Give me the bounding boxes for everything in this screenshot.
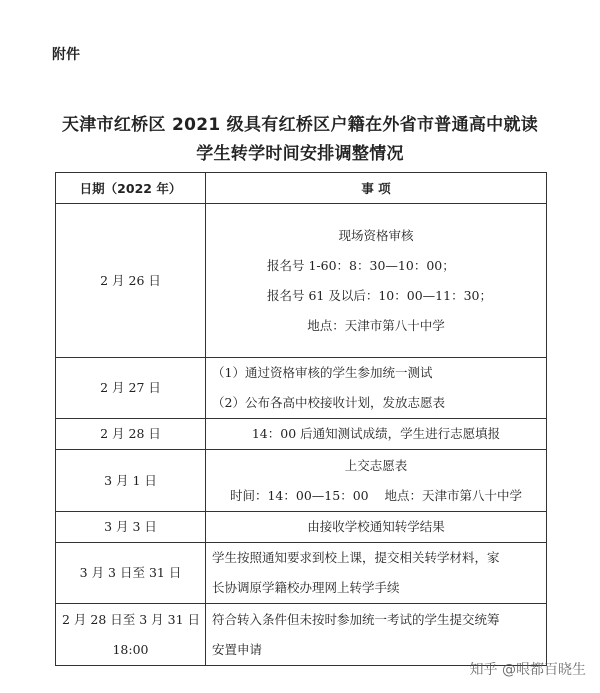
matter-line: （2）公布各高中校接收计划，发放志愿表: [212, 395, 445, 410]
date-time-text: 18:00: [112, 641, 149, 657]
matters-cell: [206, 450, 547, 512]
matter-line: 报名号 61 及以后：10：00—11：30；: [267, 287, 492, 303]
date-text: 2 月 28 日: [100, 426, 161, 441]
matter-line: （1）通过资格审核的学生参加统一测试: [212, 365, 433, 380]
zhihu-watermark: [470, 659, 586, 679]
table-row: [56, 358, 547, 419]
date-text: 3 月 1 日: [104, 472, 157, 488]
matter-line: 时间：14：00—15：00 地点：天津市第八十中学: [229, 487, 523, 503]
matter-line: 长协调原学籍校办理网上转学手续: [212, 580, 400, 595]
date-cell: [56, 512, 206, 543]
table-header-row: [56, 173, 547, 204]
date-cell: [56, 204, 206, 358]
matter-line: 现场资格审核: [338, 227, 414, 243]
matters-cell: [206, 419, 547, 450]
matter-line: 学生按照通知要求到校上课，提交相关转学材料，家: [212, 550, 500, 565]
matters-cell: [206, 204, 547, 358]
table-row: [56, 204, 547, 358]
matter-line: 14：00 后通知测试成绩，学生进行志愿填报: [251, 426, 501, 441]
matters-cell: [206, 604, 547, 666]
matter-line: 报名号 1-60：8：30—10：00；: [267, 257, 455, 273]
document-title-line-1: 天津市红桥区 2021 级具有红桥区户籍在外省市普通高中就读: [61, 115, 539, 135]
matters-cell: [206, 543, 547, 604]
matter-line: 上交志愿表: [344, 457, 408, 473]
date-cell: [56, 419, 206, 450]
document-title-line-2: 学生转学时间安排调整情况: [196, 144, 404, 164]
date-text: 2 月 27 日: [100, 380, 161, 395]
date-cell: [56, 358, 206, 419]
table-row: [56, 419, 547, 450]
matter-line: 地点：天津市第八十中学: [307, 317, 445, 333]
matters-cell: [206, 512, 547, 543]
header-date: 日期（2022 年）: [56, 173, 206, 204]
date-text: 2 月 28 日至 3 月 31 日: [62, 611, 201, 627]
watermark-text: 知乎 @哏都百晓生: [469, 662, 586, 678]
attachment-label: 附件: [52, 47, 80, 63]
matters-cell: [206, 358, 547, 419]
date-cell: [56, 604, 206, 666]
date-text: 3 月 3 日: [104, 519, 157, 534]
matter-line: 由接收学校通知转学结果: [307, 519, 445, 534]
date-text: 2 月 26 日: [100, 272, 161, 288]
table-row: [56, 512, 547, 543]
date-cell: [56, 543, 206, 604]
matter-line: 符合转入条件但未按时参加统一考试的学生提交统筹: [212, 611, 500, 627]
header-matters: 事 项: [206, 173, 547, 204]
schedule-table: [55, 172, 547, 666]
matter-line: 安置申请: [212, 641, 263, 657]
table-row: [56, 604, 547, 666]
table-row: [56, 450, 547, 512]
table-row: [56, 543, 547, 604]
date-cell: [56, 450, 206, 512]
date-text: 3 月 3 日至 31 日: [79, 565, 182, 580]
